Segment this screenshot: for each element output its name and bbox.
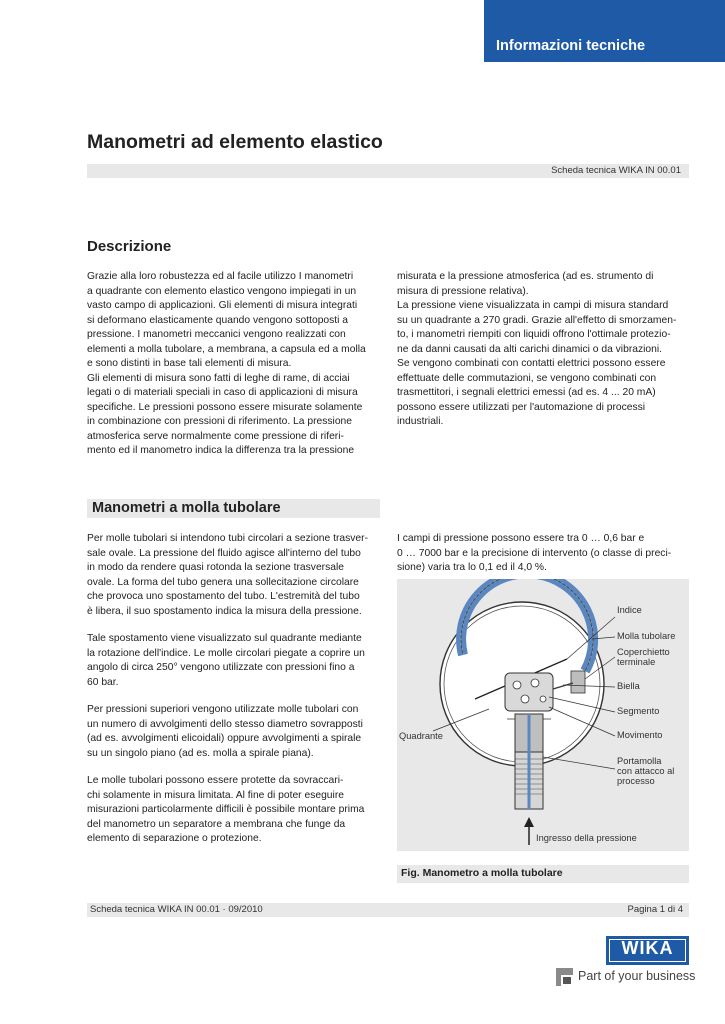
- molla-heading: Manometri a molla tubolare: [92, 500, 281, 516]
- inlet-arrow-head: [524, 817, 534, 827]
- text-line: to, i manometri riempiti con liquidi offrono l'ottimale protezio-: [397, 329, 671, 340]
- footer-reference: Scheda tecnica WIKA IN 00.01 · 09/2010: [90, 904, 263, 915]
- label-coperchietto-1: Coperchietto: [617, 647, 670, 657]
- text-line: Grazie alla loro robustezza ed al facile utilizzo I manometri: [87, 271, 354, 282]
- molla-heading-bar: [87, 499, 380, 518]
- text-line: Se vengono combinati con contatti elettrici possono essere: [397, 358, 666, 369]
- leader-portamolla: [543, 757, 615, 769]
- text-line: Le molle tubolari possono essere protette da sovraccari-: [87, 775, 344, 786]
- descrizione-heading: Descrizione: [87, 238, 172, 255]
- text-line: misurazioni particolarmente difficili è possibile montare prima: [87, 804, 365, 815]
- text-line: Per molle tubolari si intendono tubi circolari a sezione trasver-: [87, 533, 369, 544]
- text-line: su un singolo piano (ad es. molla a spirale piana).: [87, 747, 314, 759]
- text-line: atmosferica serve normalmente come pressione di riferi-: [87, 430, 344, 442]
- text-line: si deformano elasticamente quando vengono sottoposti a: [87, 314, 349, 326]
- logo-text: WIKA: [621, 938, 674, 958]
- text-line: del manometro un separatore a membrana che funge da: [87, 818, 346, 830]
- text-line: che provoca uno spostamento del tubo. L'estremità del tubo: [87, 591, 360, 602]
- page-title: Manometri ad elemento elastico: [87, 131, 383, 153]
- label-indice: Indice: [617, 605, 642, 615]
- figure-caption-bar: [397, 865, 689, 883]
- text-line: possono essere utilizzati per l'automazione di processi: [397, 401, 646, 413]
- label-ingresso: Ingresso della pressione: [536, 833, 637, 843]
- text-line: ne da danni causati da alti carichi dinamici o da vibrazioni.: [397, 343, 663, 355]
- text-line: mento ed il manometro indica la differenza tra la pressione: [87, 445, 355, 456]
- text-line: chi solamente in misura limitata. Al fine di poter eseguire: [87, 789, 344, 801]
- header-section-label: Informazioni tecniche: [496, 38, 646, 54]
- label-coperchietto-2: terminale: [617, 657, 656, 667]
- label-portamolla-1: Portamolla: [617, 756, 662, 766]
- header-section-tab: [484, 0, 725, 62]
- tube-end-piece: [571, 671, 585, 693]
- text-line: la rotazione dell'indice. Le molle circolari piegate a coprire un: [87, 647, 365, 659]
- tagline-text: Part of your business: [578, 969, 696, 983]
- text-line: La pressione viene visualizzata in campi di misura standard: [397, 300, 669, 311]
- text-line: misurata e la pressione atmosferica (ad es. strumento di: [397, 271, 654, 282]
- text-line: Per pressioni superiori vengono utilizzate molle tubolari con: [87, 704, 359, 715]
- text-line: in combinazione con pressioni di riferimento. La pressione: [87, 416, 352, 427]
- text-line: e sono distinti in base tali elementi di misura.: [87, 358, 292, 369]
- text-line: misura di pressione relativa).: [397, 285, 529, 297]
- label-quadrante: Quadrante: [399, 731, 443, 741]
- descrizione-right-column: [397, 270, 692, 430]
- sheet-reference: Scheda tecnica WIKA IN 00.01: [551, 165, 681, 176]
- text-line: un numero di avvolgimenti dello stesso diametro sovrapposti: [87, 718, 363, 730]
- text-line: elemento di separazione o protezione.: [87, 833, 262, 844]
- text-line: Gli elementi di misura sono fatti di leghe di rame, di acciai: [87, 372, 350, 384]
- label-molla-tubolare: Molla tubolare: [617, 631, 676, 641]
- text-line: Tale spostamento viene visualizzato sul quadrante mediante: [87, 633, 362, 644]
- text-line: su un quadrante a 270 gradi. Grazie all'effetto di smorzamen-: [397, 314, 677, 326]
- footer-page-number: Pagina 1 di 4: [627, 904, 683, 915]
- wika-logo: [606, 936, 689, 965]
- text-line: ovale. La forma del tubo genera una sollecitazione circolare: [87, 576, 359, 588]
- molla-left-column: [87, 532, 382, 847]
- text-line: sale ovale. La pressione del fluido agisce all'interno del tubo: [87, 547, 361, 559]
- descrizione-left-column: [87, 270, 382, 459]
- label-portamolla-2: con attacco al: [617, 766, 675, 776]
- text-line: sione) varia tra lo 0,1 ed il 4,0 %.: [397, 562, 547, 573]
- label-segmento: Segmento: [617, 706, 660, 716]
- text-line: trasmettitori, i segnali elettrici emessi (ad es. 4 ... 20 mA): [397, 387, 656, 398]
- label-biella: Biella: [617, 681, 640, 691]
- text-line: I campi di pressione possono essere tra 0 … 0,6 bar e: [397, 533, 645, 544]
- text-line: angolo di circa 250° vengono utilizzate con pressioni fino a: [87, 662, 355, 673]
- text-line: (ad es. avvolgimenti elicoidali) oppure avvolgimenti a spirale: [87, 733, 362, 744]
- text-line: vasto campo di applicazioni. Gli elementi di misura integrati: [87, 300, 358, 311]
- text-line: 60 bar.: [87, 676, 119, 688]
- text-line: legati o di materiali speciali in caso di applicazioni di misura: [87, 387, 358, 398]
- text-line: specifiche. Le pressioni possono essere misurate solamente: [87, 401, 363, 413]
- figure-caption: Fig. Manometro a molla tubolare: [401, 867, 563, 879]
- text-line: 0 … 7000 bar e la precisione di intervento (o classe di preci-: [397, 547, 672, 559]
- text-line: industriali.: [397, 416, 444, 427]
- footer-bar: [87, 903, 689, 917]
- molla-right-column: [397, 532, 692, 576]
- brand-tagline: [556, 968, 696, 986]
- text-line: pressione. I manometri meccanici vengono realizzati con: [87, 329, 346, 340]
- label-movimento: Movimento: [617, 730, 663, 740]
- bourdon-tube-gauge-diagram: [397, 579, 689, 851]
- text-line: elementi a molla tubolare, a membrana, a capsula ed a molla: [87, 343, 366, 355]
- text-line: in modo da rendere quasi rotonda la sezione trasversale: [87, 562, 345, 573]
- text-line: è libera, il suo spostamento indica la misura della pressione.: [87, 605, 362, 617]
- sheet-reference-bar: [87, 164, 689, 178]
- label-portamolla-3: processo: [617, 776, 655, 786]
- movement: [505, 673, 553, 711]
- text-line: effettuate delle commutazioni, se vengono combinati con: [397, 372, 657, 384]
- text-line: a quadrante con elemento elastico vengono impiegati in un: [87, 285, 357, 297]
